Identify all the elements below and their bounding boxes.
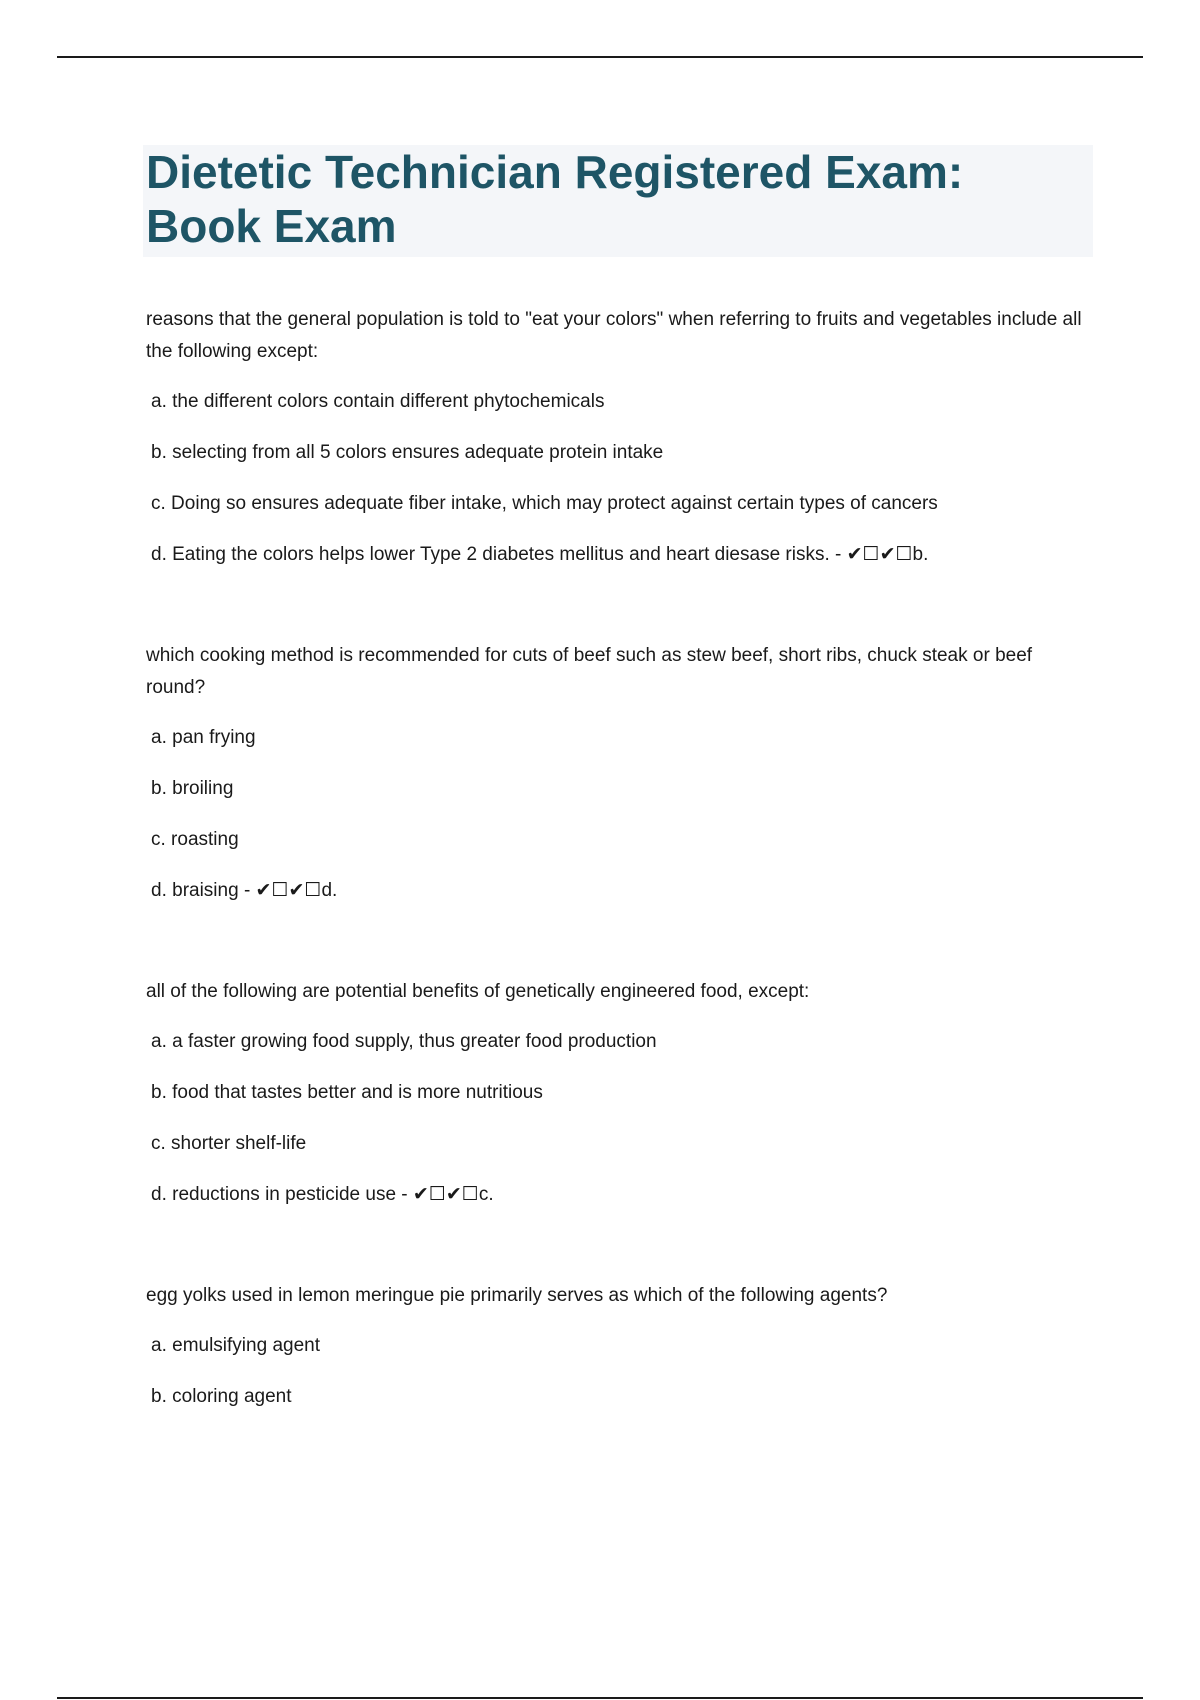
- option-c: c. shorter shelf-life: [151, 1133, 307, 1154]
- document-title: [143, 145, 1093, 253]
- question-text: which cooking method is recommended for cuts of beef such as stew beef, short ribs, chuck steak or beef round?: [146, 645, 1033, 698]
- option-c: c. Doing so ensures adequate fiber intake, which may protect against certain types of cancers: [151, 493, 938, 514]
- option-a: a. a faster growing food supply, thus greater food production: [151, 1031, 657, 1052]
- option-d-with-answer: d. reductions in pesticide use - ✔☐✔☐c.: [151, 1184, 494, 1205]
- question-text: all of the following are potential benefits of genetically engineered food, except:: [146, 981, 810, 1002]
- option-c: c. roasting: [151, 829, 239, 850]
- option-d-with-answer: d. Eating the colors helps lower Type 2 diabetes mellitus and heart diesase risks. - ✔☐✔☐b.: [151, 544, 929, 565]
- title-banner: [143, 145, 1093, 257]
- footer-rule: [57, 1697, 1143, 1699]
- option-a: a. the different colors contain different phytochemicals: [151, 391, 605, 412]
- question-4: [146, 1280, 1086, 1422]
- document-title-line-1: Dietetic Technician Registered Exam:: [146, 146, 964, 198]
- question-1: [146, 304, 1086, 580]
- option-d-with-answer: d. braising - ✔☐✔☐d.: [151, 880, 338, 901]
- question-3: [146, 976, 1086, 1220]
- option-b: b. food that tastes better and is more nutritious: [151, 1082, 543, 1103]
- option-a: a. pan frying: [151, 727, 256, 748]
- header-rule: [57, 56, 1143, 58]
- option-b: b. coloring agent: [151, 1386, 292, 1407]
- question-text: reasons that the general population is told to "eat your colors" when referring to fruits and vegetables include all the following except:: [146, 309, 1082, 362]
- document-title-line-2: Book Exam: [146, 200, 397, 252]
- option-b: b. broiling: [151, 778, 234, 799]
- option-b: b. selecting from all 5 colors ensures adequate protein intake: [151, 442, 664, 463]
- question-text: egg yolks used in lemon meringue pie primarily serves as which of the following agents?: [146, 1285, 888, 1306]
- option-a: a. emulsifying agent: [151, 1335, 320, 1356]
- question-list: [146, 304, 1086, 1422]
- question-2: [146, 640, 1086, 916]
